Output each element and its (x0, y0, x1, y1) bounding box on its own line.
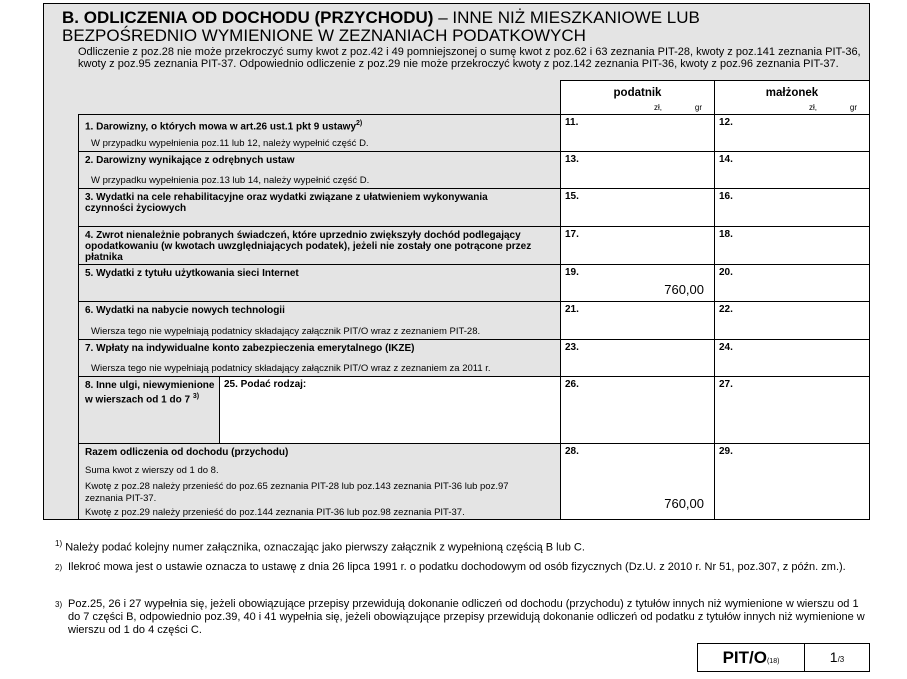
row-6-label (78, 301, 561, 340)
field-29[interactable] (714, 443, 870, 520)
field-24[interactable] (714, 339, 870, 377)
field-11-number: 11. (565, 117, 579, 128)
field-22[interactable] (714, 301, 870, 340)
row-8-title: 8. Inne ulgi, niewymienione w wierszach od 1 do 7 (85, 380, 215, 406)
row-7-note: Wiersza tego nie wypełniają podatnicy składający załącznik PIT/O wraz z zeznaniem za 2011 r. (91, 363, 491, 374)
gr-label: gr (694, 103, 702, 112)
field-20-number: 20. (719, 267, 733, 278)
field-27-number: 27. (719, 379, 733, 390)
field-26[interactable] (560, 376, 715, 444)
field-19[interactable] (560, 264, 715, 302)
total-note-1: Suma kwot z wierszy od 1 do 8. (85, 465, 219, 476)
row-8-label (78, 376, 220, 444)
page-count: /3 (837, 655, 845, 664)
row-2-note: W przypadku wypełnienia poz.13 lub 14, należy wypełnić część D. (91, 175, 370, 186)
footnote-2-text: Ilekroć mowa jest o ustawie oznacza to ustawę z dnia 26 lipca 1991 r. o podatku dochodowym od osób fizycznych (Dz.U. z 2010 r. Nr 51, poz.307, z późn. zm.). (68, 561, 846, 573)
field-19-value: 760,00 (664, 282, 704, 297)
zl-label: zł, (809, 103, 817, 112)
field-14[interactable] (714, 151, 870, 189)
field-27[interactable] (714, 376, 870, 444)
field-25-label: 25. Podać rodzaj: (224, 379, 307, 390)
field-19-number: 19. (565, 267, 579, 278)
total-note-2: Kwotę z poz.28 należy przenieść do poz.65 zeznania PIT-28 lub poz.143 zeznania PIT-36 lub poz.97 zeznania PIT-37. (85, 481, 509, 504)
footnote-1-mark: 1) (55, 539, 63, 548)
malzonek-label: małżonek (765, 87, 819, 99)
row-1-title: 1. Darowizny, o których mowa w art.26 ust.1 pkt 9 ustawy (85, 121, 357, 133)
field-17[interactable] (560, 226, 715, 265)
row-5-title: 5. Wydatki z tytułu użytkowania sieci Internet (85, 268, 299, 279)
zl-label: zł, (654, 103, 662, 112)
field-13-number: 13. (565, 154, 579, 165)
row-1-sup: 2) (356, 120, 363, 127)
field-23[interactable] (560, 339, 715, 377)
row-7-label (78, 339, 561, 377)
podatnik-label: podatnik (613, 87, 662, 99)
footnote-3-mark: 3) (55, 600, 63, 609)
field-21-number: 21. (565, 304, 579, 315)
field-18-number: 18. (719, 229, 733, 240)
field-25[interactable] (219, 376, 561, 444)
row-6-title: 6. Wydatki na nabycie nowych technologii (85, 305, 285, 316)
footnote-1-text: Należy podać kolejny numer załącznika, oznaczając jako pierwszy załącznik z wypełnioną częścią B lub C. (65, 541, 585, 554)
column-header-podatnik (560, 80, 715, 115)
row-7-title: 7. Wpłaty na indywidualne konto zabezpieczenia emerytalnego (IKZE) (85, 343, 415, 354)
field-17-number: 17. (565, 229, 579, 240)
field-28-number: 28. (565, 446, 579, 457)
field-21[interactable] (560, 301, 715, 340)
form-name: PIT/O (722, 648, 767, 667)
field-16[interactable] (714, 188, 870, 227)
section-title-rest: – INNE NIŻ MIESZKANIOWE LUB (433, 8, 700, 27)
row-4-label (78, 226, 561, 265)
row-5-label (78, 264, 561, 302)
field-18[interactable] (714, 226, 870, 265)
row-2-title: 2. Darowizny wynikające z odrębnych ustaw (85, 155, 295, 166)
field-28[interactable] (560, 443, 715, 520)
field-12[interactable] (714, 114, 870, 152)
footnote-1 (55, 537, 865, 555)
field-16-number: 16. (719, 191, 733, 202)
field-26-number: 26. (565, 379, 579, 390)
field-22-number: 22. (719, 304, 733, 315)
gr-label: gr (849, 103, 857, 112)
field-15-number: 15. (565, 191, 579, 202)
section-title-line2: BEZPOŚREDNIO WYMIENIONE W ZEZNANIACH PODATKOWYCH (62, 26, 586, 45)
field-23-number: 23. (565, 342, 579, 353)
row-2-label (78, 151, 561, 189)
field-24-number: 24. (719, 342, 733, 353)
field-20[interactable] (714, 264, 870, 302)
row-3-label (78, 188, 561, 227)
footnote-2 (55, 561, 865, 574)
row-6-note: Wiersza tego nie wypełniają podatnicy składający załącznik PIT/O wraz z zeznaniem PIT-28. (91, 326, 481, 337)
row-3-title: 3. Wydatki na cele rehabilitacyjne oraz wydatki związane z ułatwieniem wykonywania czynności życiowych (85, 192, 488, 214)
row-1-label (78, 114, 561, 152)
field-14-number: 14. (719, 154, 733, 165)
section-intro: Odliczenie z poz.28 nie może przekroczyć sumy kwot z poz.42 i 49 pomniejszonej o sumę kwot z poz.62 i 63 zeznania PIT-28, kwoty z poz.141 zeznania PIT-36, kwoty z poz.95 zeznania PIT-37. Odpowiednio odliczenie z poz.29 nie może przekroczyć kwoty z poz.142 zeznania PIT-36, kwoty z poz.96 zeznania PIT-37. (78, 46, 861, 70)
total-label (78, 443, 561, 520)
page-number: 1 (829, 649, 838, 665)
form-id-box (697, 643, 870, 672)
footnote-3 (55, 598, 865, 637)
column-header-malzonek (714, 80, 870, 115)
form-version: (18) (766, 658, 780, 665)
field-13[interactable] (560, 151, 715, 189)
footnote-2-mark: 2) (55, 563, 63, 572)
footnote-3-text: Poz.25, 26 i 27 wypełnia się, jeżeli obowiązujące przepisy przewidują dokonanie odliczeń od dochodu (przychodu) z tytułów innych niż wymienione w wierszu od 1 do 7 części B, odpowiednio poz.39, 40 i 41 wypełnia się, jeżeli obowiązujące przepisy przewidują dokonanie odliczeń od podatku z tytułów innych niż wymienione w wierszu od 1 do 4 części C. (68, 598, 865, 636)
field-29-number: 29. (719, 446, 733, 457)
field-15[interactable] (560, 188, 715, 227)
row-4-title: 4. Zwrot nienależnie pobranych świadczeń, które uprzednio zwiększyły dochód podlegający opodatkowaniu (w kwotach uwzględniających podatek), jeżeli nie zostały one potrącone przez płatnika (85, 230, 532, 263)
field-11[interactable] (560, 114, 715, 152)
row-8-sup: 3) (192, 393, 200, 400)
total-note-3: Kwotę z poz.29 należy przenieść do poz.144 zeznania PIT-36 lub poz.98 zeznania PIT-37. (85, 507, 465, 518)
section-title (62, 9, 822, 45)
field-28-value: 760,00 (664, 496, 704, 511)
section-title-bold: B. ODLICZENIA OD DOCHODU (PRZYCHODU) (62, 8, 434, 27)
field-12-number: 12. (719, 117, 733, 128)
row-1-note: W przypadku wypełnienia poz.11 lub 12, należy wypełnić część D. (91, 138, 369, 149)
total-title: Razem odliczenia od dochodu (przychodu) (85, 447, 289, 458)
